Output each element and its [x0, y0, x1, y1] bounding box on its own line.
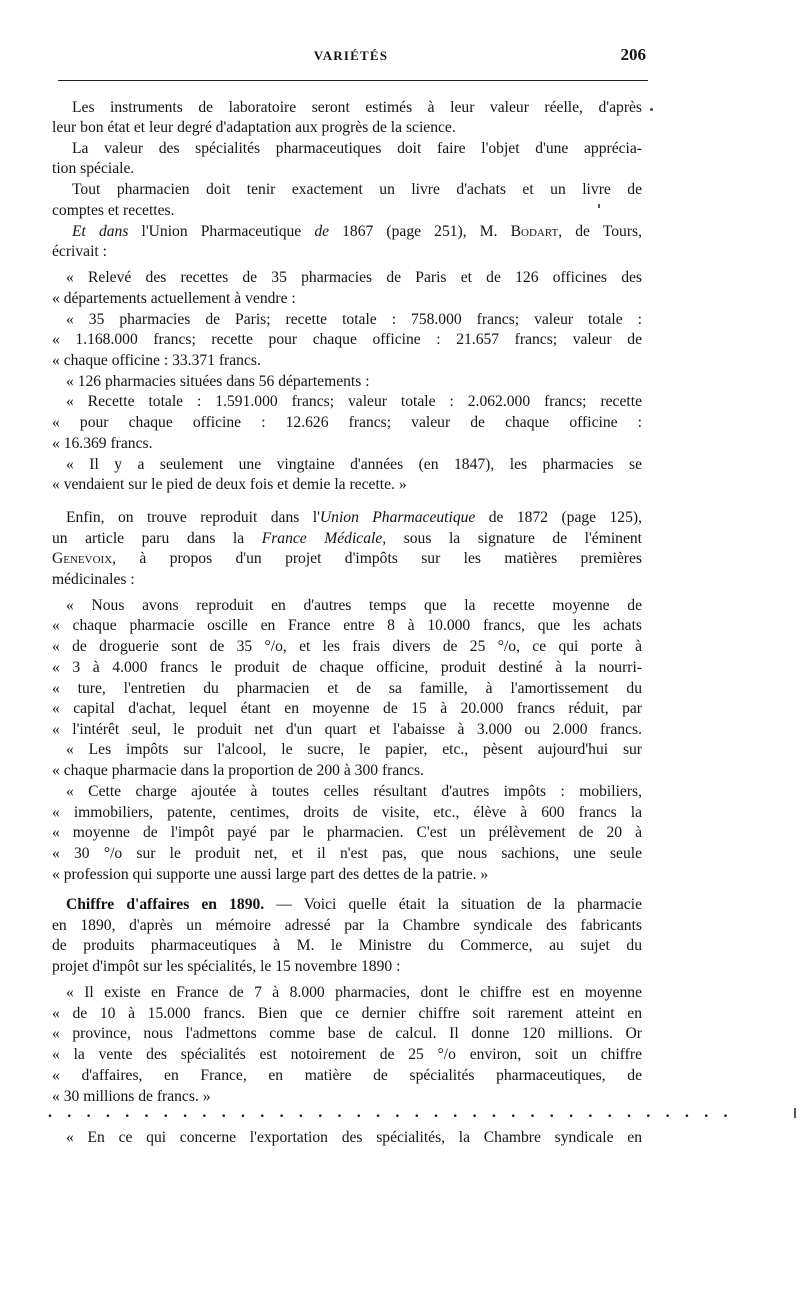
quote-line: « chaque pharmacie oscille en France entre 8 à 10.000 francs, que les achats: [52, 617, 642, 634]
text-run: — Voici quelle était la situation de la pharmacie: [264, 896, 642, 913]
quote-line: « Il y a seulement une vingtaine d'années (en 1847), les pharmacies se: [66, 456, 642, 473]
quote-line: « 126 pharmacies situées dans 56 départements :: [66, 373, 370, 390]
author-name: Bodart: [510, 223, 559, 240]
text-line: [52, 549, 642, 569]
quote-line: « 30 °/o sur le produit net, et il n'est pas, que nous sachions, une seule: [52, 845, 642, 862]
text-line: leur bon état et leur degré d'adaptation aux progrès de la science.: [52, 119, 456, 136]
text-run: , de Tours,: [558, 223, 642, 240]
quote-line: « vendaient sur le pied de deux fois et demie la recette. »: [52, 476, 407, 493]
text-run: l'Union Pharmaceutique: [128, 223, 315, 240]
quote-line: « Recette totale : 1.591.000 francs; valeur totale : 2.062.000 francs; recette: [66, 393, 642, 410]
page-header: [56, 46, 646, 70]
quote-line: « 16.369 francs.: [52, 435, 153, 452]
text-line: projet d'impôt sur les spécialités, le 15 novembre 1890 :: [52, 958, 401, 975]
quote-line: « Il existe en France de 7 à 8.000 pharmacies, dont le chiffre est en moyenne: [66, 984, 642, 1001]
quote-line: « profession qui supporte une aussi large part des dettes de la patrie. »: [52, 866, 489, 883]
quote-line: « moyenne de l'impôt payé par le pharmacien. C'est un prélèvement de 20 à: [52, 824, 642, 841]
quote-line: « 1.168.000 francs; recette pour chaque officine : 21.657 francs; valeur de: [52, 331, 642, 348]
text-run: Enfin, on trouve reproduit dans l': [66, 509, 320, 526]
journal-title: France Médicale,: [261, 530, 387, 547]
quote-line: « chaque officine : 33.371 francs.: [52, 352, 261, 369]
quote-line: « pour chaque officine : 12.626 francs; valeur de chaque officine :: [52, 414, 642, 431]
italic-text: Et dans: [72, 223, 129, 240]
text-run: un article paru dans la: [52, 530, 262, 547]
quote-line: « 30 millions de francs. »: [52, 1088, 211, 1105]
quote-line: « Nous avons reproduit en d'autres temps que la recette moyenne de: [66, 597, 642, 614]
text-line: en 1890, d'après un mémoire adressé par la Chambre syndicale des fabricants: [52, 917, 642, 934]
quote-line: « d'affaires, en France, en matière de spécialités pharmaceutiques, de: [52, 1067, 642, 1084]
quote-line: « chaque pharmacie dans la proportion de 200 à 300 francs.: [52, 762, 424, 779]
running-head: VARIÉTÉS: [313, 48, 389, 63]
scan-speck: [650, 108, 653, 111]
quote-line: « de droguerie sont de 35 °/o, et les frais divers de 25 °/o, ce qui porte à: [52, 638, 642, 655]
journal-title: Union Pharmaceutique: [319, 509, 476, 526]
quote-line: « l'intérêt seul, le produit net d'un quart et l'abaisse à 3.000 ou 2.000 francs.: [52, 721, 642, 738]
text-line: tion spéciale.: [52, 160, 135, 177]
text-run: sous la signature de l'éminent: [386, 530, 643, 547]
scan-speck: [794, 1108, 796, 1118]
section-heading: Chiffre d'affaires en 1890.: [66, 896, 265, 913]
quote-line: « ture, l'entretien du pharmacien et de sa famille, à l'amortissement du: [52, 680, 642, 697]
quote-line: « Cette charge ajoutée à toutes celles résultant d'autres impôts : mobiliers,: [66, 783, 642, 800]
text-line: La valeur des spécialités pharmaceutiques doit faire l'objet d'une apprécia-: [72, 140, 642, 157]
quote-line: « 3 à 4.000 francs le produit de chaque officine, produit destiné à la nourri-: [52, 659, 642, 676]
text-line: Les instruments de laboratoire seront estimés à leur valeur réelle, d'après: [72, 99, 642, 116]
text-line: [72, 222, 642, 242]
quote-line: « Les impôts sur l'alcool, le sucre, le papier, etc., pèsent aujourd'hui sur: [66, 741, 642, 758]
quote-line: « Relevé des recettes de 35 pharmacies de Paris et de 126 officines des: [66, 269, 642, 286]
text-line: écrivait :: [52, 243, 107, 260]
text-line: médicinales :: [52, 571, 135, 588]
text-run: , à propos d'un projet d'impôts sur les matières premières: [112, 550, 642, 567]
text-run: 1867 (page 251), M.: [329, 223, 511, 240]
quote-line: « immobiliers, patente, centimes, droits de visite, etc., élève à 600 francs la: [52, 804, 642, 821]
text-run: de 1872 (page 125),: [475, 509, 642, 526]
quote-line: « la vente des spécialités est notoirement de 25 °/o environ, soit un chiffre: [52, 1046, 642, 1063]
author-name: Genevoix: [52, 550, 113, 567]
ellipsis-row: ....................................: [48, 1104, 743, 1121]
text-line: de produits pharmaceutiques à M. le Ministre du Commerce, au sujet du: [52, 937, 642, 954]
quote-line: « 35 pharmacies de Paris; recette totale : 758.000 francs; valeur totale :: [66, 311, 642, 328]
italic-text: de: [314, 223, 330, 240]
header-rule: [58, 80, 648, 81]
page-number: 206: [620, 45, 646, 64]
quote-line: « province, nous l'admettons comme base de calcul. Il donne 120 millions. Or: [52, 1025, 642, 1042]
text-line: [66, 895, 642, 915]
text-line: « En ce qui concerne l'exportation des spécialités, la Chambre syndicale en: [66, 1129, 642, 1146]
text-line: [66, 508, 642, 528]
scan-speck: [598, 204, 600, 208]
text-line: [52, 529, 642, 549]
text-line: Tout pharmacien doit tenir exactement un livre d'achats et un livre de: [72, 181, 642, 198]
quote-line: « départements actuellement à vendre :: [52, 290, 296, 307]
quote-line: « capital d'achat, lequel étant en moyenne de 15 à 20.000 francs réduit, par: [52, 700, 642, 717]
quote-line: « de 10 à 15.000 francs. Bien que ce dernier chiffre soit rarement atteint en: [52, 1005, 642, 1022]
text-line: comptes et recettes.: [52, 202, 175, 219]
